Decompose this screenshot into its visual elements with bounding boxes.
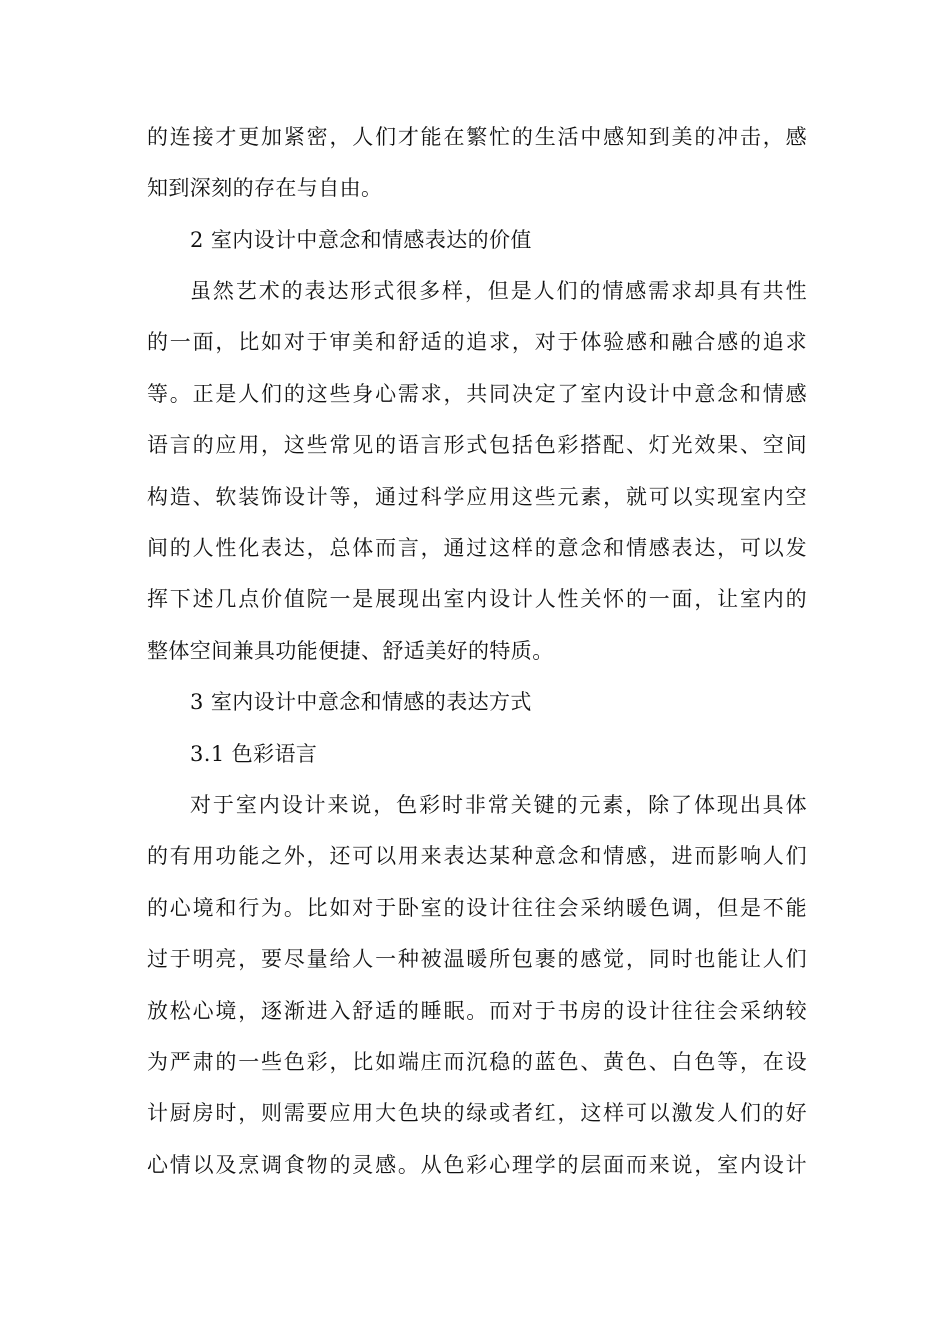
paragraph-line: 放松心境，逐渐进入舒适的睡眠。而对于书房的设计往往会采纳较: [147, 999, 807, 1023]
paragraph-line: 的心境和行为。比如对于卧室的设计往往会采纳暖色调，但是不能: [147, 896, 807, 920]
paragraph-line: 构造、软装饰设计等，通过科学应用这些元素，就可以实现室内空: [147, 485, 807, 509]
paragraph-line: 对于室内设计来说，色彩时非常关键的元素，除了体现出具体: [190, 793, 807, 817]
paragraph-line: 计厨房时，则需要应用大色块的绿或者红，这样可以激发人们的好: [147, 1101, 807, 1125]
subsection-heading: 3.1 色彩语言: [190, 742, 318, 766]
paragraph-line: 虽然艺术的表达形式很多样，但是人们的情感需求却具有共性: [190, 279, 807, 303]
paragraph-line: 的一面，比如对于审美和舒适的追求，对于体验感和融合感的追求: [147, 330, 807, 354]
paragraph-line: 挥下述几点价值院一是展现出室内设计人性关怀的一面，让室内的: [147, 587, 807, 611]
paragraph-line: 等。正是人们的这些身心需求，共同决定了室内设计中意念和情感: [147, 382, 807, 406]
paragraph-line: 过于明亮，要尽量给人一种被温暖所包裹的感觉，同时也能让人们: [147, 947, 807, 971]
paragraph-line: 的有用功能之外，还可以用来表达某种意念和情感，进而影响人们: [147, 844, 807, 868]
paragraph-line: 整体空间兼具功能便捷、舒适美好的特质。: [147, 639, 554, 663]
paragraph-line: 心情以及烹调食物的灵感。从色彩心理学的层面而来说，室内设计: [147, 1153, 807, 1177]
paragraph-line: 语言的应用，这些常见的语言形式包括色彩搭配、灯光效果、空间: [147, 433, 807, 457]
paragraph-line: 知到深刻的存在与自由。: [147, 176, 383, 200]
paragraph-line: 的连接才更加紧密，人们才能在繁忙的生活中感知到美的冲击，感: [147, 125, 807, 149]
section-heading: 3 室内设计中意念和情感的表达方式: [190, 690, 532, 714]
paragraph-line: 为严肃的一些色彩，比如端庄而沉稳的蓝色、黄色、白色等，在设: [147, 1050, 807, 1074]
section-heading: 2 室内设计中意念和情感表达的价值: [190, 228, 532, 252]
paragraph-line: 间的人性化表达，总体而言，通过这样的意念和情感表达，可以发: [147, 536, 807, 560]
